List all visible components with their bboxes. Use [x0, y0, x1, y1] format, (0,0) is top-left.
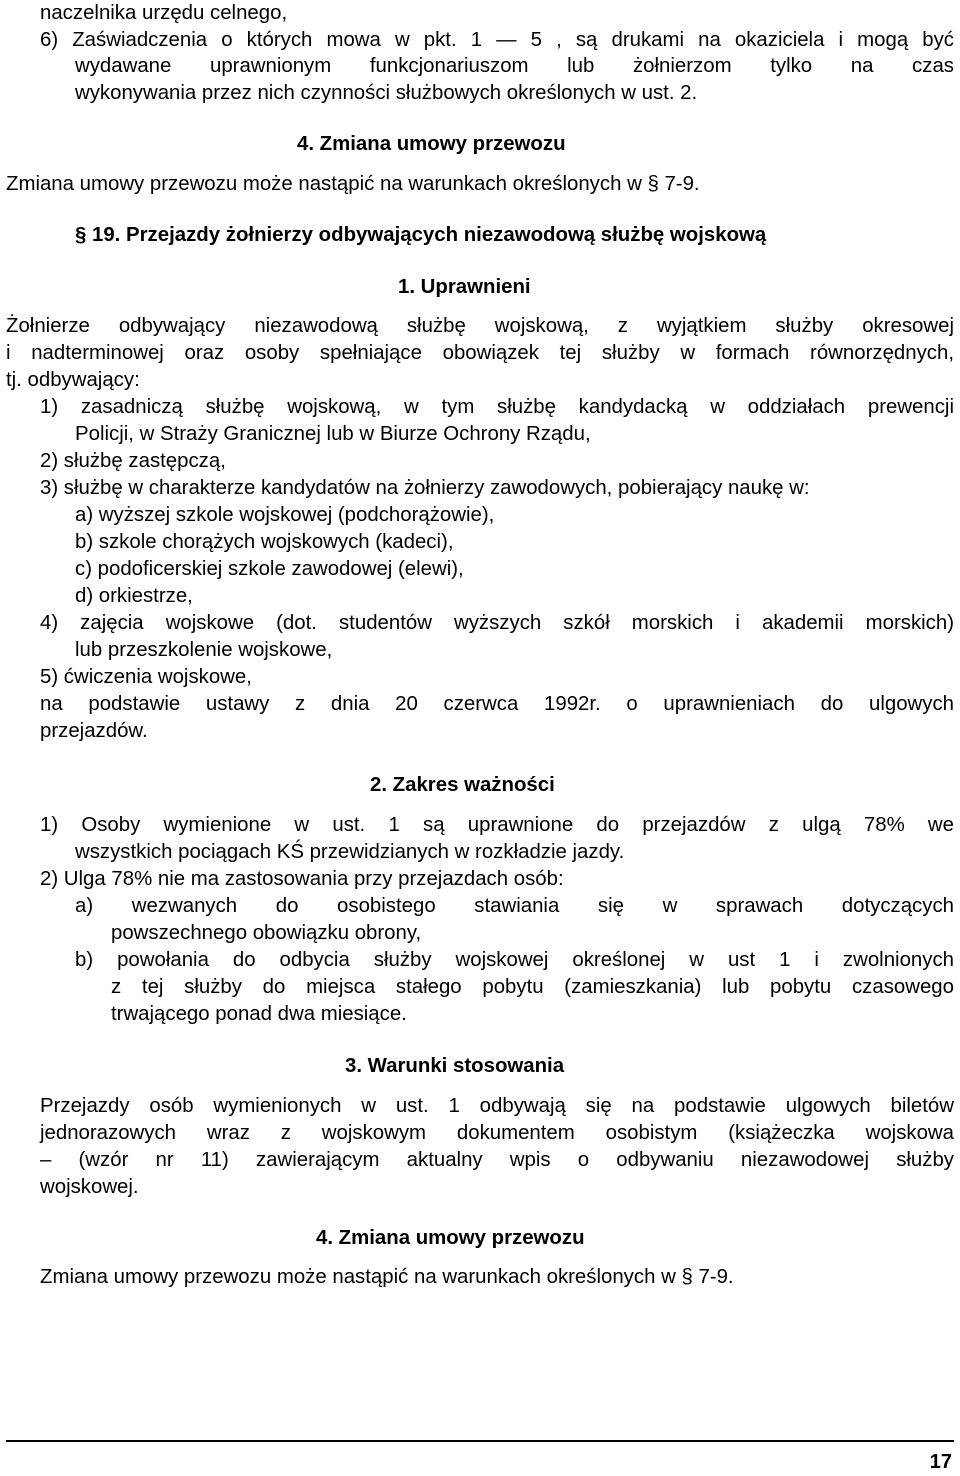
- chapter-heading: § 19. Przejazdy żołnierzy odbywających niezawodową służbę wojskową: [75, 224, 767, 246]
- paragraph: jednorazowych wraz z wojskowym dokumentem osobistym (książeczka wojskowa: [40, 1122, 954, 1144]
- list-item: 1) zasadniczą służbę wojskową, w tym służbę kandydacką w oddziałach prewencji: [40, 396, 954, 418]
- paragraph: – (wzór nr 11) zawierającym aktualny wpis o odbywaniu niezawodowej służby: [40, 1149, 954, 1171]
- list-item: 2) służbę zastępczą,: [40, 450, 226, 472]
- sub-list-item: trwającego ponad dwa miesiące.: [111, 1003, 407, 1025]
- list-item: 1) Osoby wymienione w ust. 1 są uprawnione do przejazdów z ulgą 78% we: [40, 814, 954, 836]
- sub-list-item: c) podoficerskiej szkole zawodowej (elewi),: [75, 558, 464, 580]
- sub-list-item: b) powołania do odbycia służby wojskowej określonej w ust 1 i zwolnionych: [75, 949, 954, 971]
- section-heading: 4. Zmiana umowy przewozu: [316, 1227, 585, 1249]
- paragraph: tj. odbywający:: [6, 369, 140, 391]
- list-item: Policji, w Straży Granicznej lub w Biurze Ochrony Rządu,: [75, 423, 591, 445]
- text-line: wykonywania przez nich czynności służbowych określonych w ust. 2.: [75, 82, 698, 104]
- section-heading: 4. Zmiana umowy przewozu: [297, 133, 566, 155]
- text-line: wydawane uprawnionym funkcjonariuszom lub żołnierzom tylko na czas: [75, 55, 954, 77]
- sub-list-item: a) wezwanych do osobistego stawiania się w sprawach dotyczących: [75, 895, 954, 917]
- sub-list-item: z tej służby do miejsca stałego pobytu (zamieszkania) lub pobytu czasowego: [111, 976, 954, 998]
- paragraph: wojskowej.: [40, 1176, 139, 1198]
- page-number: 17: [929, 1451, 952, 1473]
- text-line: na podstawie ustawy z dnia 20 czerwca 1992r. o uprawnieniach do ulgowych: [40, 693, 954, 715]
- sub-list-item: d) orkiestrze,: [75, 585, 193, 607]
- list-item: 2) Ulga 78% nie ma zastosowania przy przejazdach osób:: [40, 868, 564, 890]
- footer-rule: [6, 1440, 954, 1442]
- paragraph: i nadterminowej oraz osoby spełniające obowiązek tej służby w formach równorzędnych,: [6, 342, 954, 364]
- paragraph: Żołnierze odbywający niezawodową służbę wojskową, z wyjątkiem służby okresowej: [6, 315, 954, 337]
- list-item: 3) służbę w charakterze kandydatów na żołnierzy zawodowych, pobierający naukę w:: [40, 477, 810, 499]
- list-item: 6) Zaświadczenia o których mowa w pkt. 1 — 5 , są drukami na okaziciela i mogą być: [40, 29, 954, 51]
- sub-list-item: a) wyższej szkole wojskowej (podchorążowie),: [75, 504, 495, 526]
- text-line: naczelnika urzędu celnego,: [40, 2, 288, 24]
- list-item: lub przeszkolenie wojskowe,: [75, 639, 333, 661]
- list-item: 5) ćwiczenia wojskowe,: [40, 666, 252, 688]
- paragraph: Zmiana umowy przewozu może nastąpić na warunkach określonych w § 7-9.: [40, 1266, 734, 1288]
- section-heading: 3. Warunki stosowania: [345, 1055, 565, 1077]
- sub-list-item: b) szkole chorążych wojskowych (kadeci),: [75, 531, 454, 553]
- section-heading: 1. Uprawnieni: [398, 276, 531, 298]
- list-item: 4) zajęcia wojskowe (dot. studentów wyższych szkół morskich i akademii morskich): [40, 612, 954, 634]
- sub-list-item: powszechnego obowiązku obrony,: [111, 922, 422, 944]
- paragraph: Przejazdy osób wymienionych w ust. 1 odbywają się na podstawie ulgowych biletów: [40, 1095, 954, 1117]
- paragraph: Zmiana umowy przewozu może nastąpić na warunkach określonych w § 7-9.: [6, 173, 700, 195]
- list-item: wszystkich pociągach KŚ przewidzianych w rozkładzie jazdy.: [75, 841, 625, 863]
- section-heading: 2. Zakres ważności: [370, 774, 555, 796]
- text-line: przejazdów.: [40, 720, 148, 742]
